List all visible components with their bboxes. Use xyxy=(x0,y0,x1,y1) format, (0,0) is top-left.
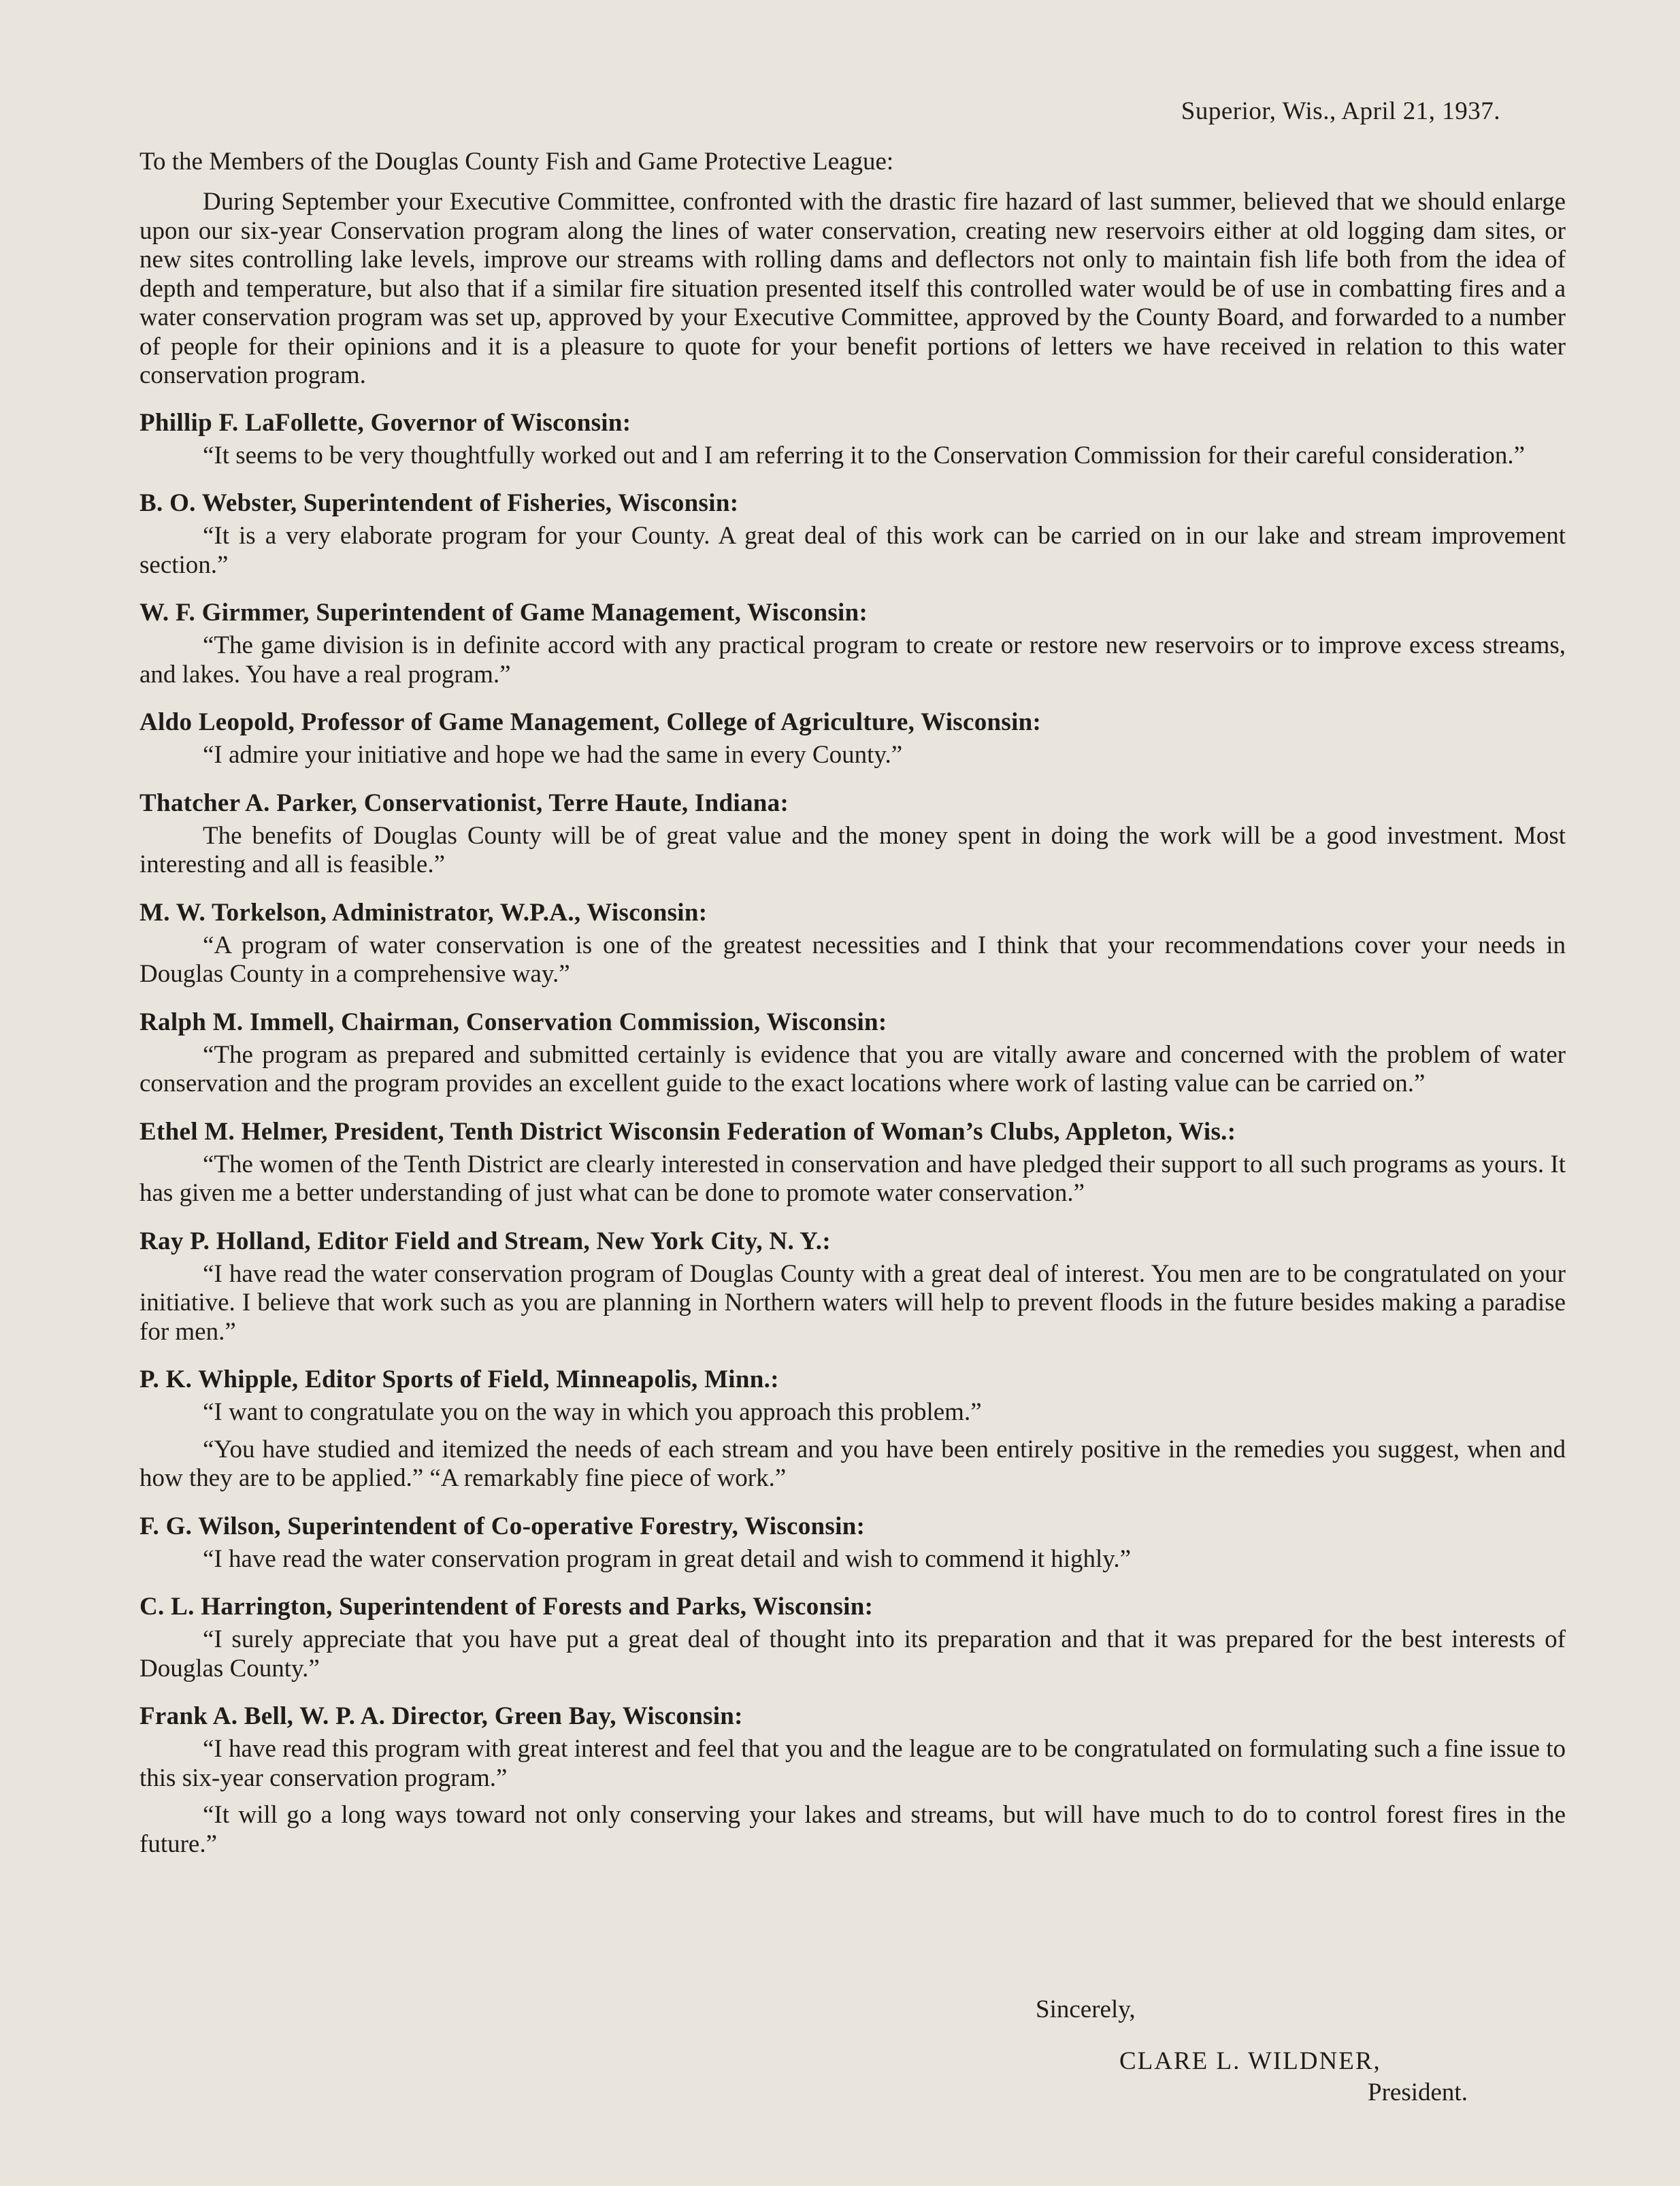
endorsement-author: C. L. Harrington, Superintendent of Forests and Parks, Wisconsin: xyxy=(139,1593,874,1621)
endorsement-entry xyxy=(139,706,1566,770)
endorsement-quote: “I have read the water conservation program in great detail and wish to commend it highly.” xyxy=(203,1544,1132,1573)
endorsement-quote: “I surely appreciate that you have put a great deal of thought into its preparation and that it was prepared for the best interests of Douglas County.” xyxy=(139,1625,1566,1683)
endorsement-author: Phillip F. LaFollette, Governor of Wisconsin: xyxy=(139,408,631,437)
endorsement-quote: “I admire your initiative and hope we had the same in every County.” xyxy=(203,741,903,769)
closing: Sincerely, xyxy=(1036,1995,1136,2023)
endorsement-entry xyxy=(139,407,1566,471)
endorsement-quote: “It seems to be very thoughtfully worked out and I am referring it to the Conservation Commission for their careful consideration.” xyxy=(203,441,1526,469)
signer-name: CLARE L. WILDNER, xyxy=(1119,2047,1381,2075)
endorsement-entry xyxy=(139,1510,1566,1574)
endorsement-entry xyxy=(139,1591,1566,1683)
endorsement-author: W. F. Girmmer, Superintendent of Game Management, Wisconsin: xyxy=(139,599,868,627)
endorsement-author: Ethel M. Helmer, President, Tenth District Wisconsin Federation of Woman’s Clubs, Appleton, Wis.: xyxy=(139,1117,1236,1146)
signature-block xyxy=(0,1983,1680,2159)
endorsement-entry xyxy=(139,487,1566,580)
endorsement-quote: The benefits of Douglas County will be of great value and the money spent in doing the work will be a good investment. Most interesting and all is feasible.” xyxy=(139,821,1566,878)
endorsement-entry xyxy=(139,897,1566,989)
endorsement-author: Ray P. Holland, Editor Field and Stream, New York City, N. Y.: xyxy=(139,1227,831,1255)
endorsement-author: P. K. Whipple, Editor Sports of Field, Minneapolis, Minn.: xyxy=(139,1365,779,1393)
endorsement-quote: “The game division is in definite accord with any practical program to create or restore new reservoirs or to improve excess streams, and lakes. You have a real program.” xyxy=(139,631,1566,689)
endorsement-entry xyxy=(139,1116,1566,1208)
endorsement-entry xyxy=(139,597,1566,689)
endorsement-author: Thatcher A. Parker, Conservationist, Terre Haute, Indiana: xyxy=(139,789,789,817)
endorsement-entry xyxy=(139,1006,1566,1099)
endorsement-entry xyxy=(139,1225,1566,1347)
dateline: Superior, Wis., April 21, 1937. xyxy=(1181,97,1500,125)
endorsement-author: B. O. Webster, Superintendent of Fisheries, Wisconsin: xyxy=(139,489,739,517)
endorsement-author: M. W. Torkelson, Administrator, W.P.A., Wisconsin: xyxy=(139,898,708,927)
endorsement-author: Frank A. Bell, W. P. A. Director, Green Bay, Wisconsin: xyxy=(139,1702,743,1730)
endorsement-quote: “The women of the Tenth District are clearly interested in conservation and have pledged their support to all such programs as yours. It has given me a better understanding of just what can be done to promote water conservation.” xyxy=(139,1150,1566,1207)
endorsement-quote: “You have studied and itemized the needs of each stream and you have been entirely positive in the remedies you suggest, when and how they are to be applied.” “A remarkably fine piece of work.” xyxy=(139,1435,1566,1492)
endorsement-author: Aldo Leopold, Professor of Game Management, College of Agriculture, Wisconsin: xyxy=(139,708,1042,736)
intro-paragraph: During September your Executive Committee, confronted with the drastic fire hazard of last summer, believed that we should enlarge upon our six-year Conservation program along the lines of water conservation, creating new reservoirs either at old logging dam sites, or new sites controlling lake levels, improve our streams with rolling dams and deflectors not only to maintain fish life both from the idea of depth and temperature, but also that if a similar fire situation presented itself this controlled water would be of use in combatting fires and a water conservation program was set up, approved by your Executive Committee, approved by the County Board, and forwarded to a number of people for their opinions and it is a pleasure to quote for your benefit portions of letters we have received in relation to this water conservation program. xyxy=(139,188,1566,389)
endorsement-entry xyxy=(139,1700,1566,1859)
endorsement-author: F. G. Wilson, Superintendent of Co-operative Forestry, Wisconsin: xyxy=(139,1512,866,1540)
endorsement-quote: “A program of water conservation is one of the greatest necessities and I think that your recommendations cover your needs in Douglas County in a comprehensive way.” xyxy=(139,931,1566,988)
endorsement-quote: “It is a very elaborate program for your County. A great deal of this work can be carried on in our lake and stream improvement section.” xyxy=(139,522,1566,579)
letter-body xyxy=(139,146,1566,1876)
signer-title: President. xyxy=(1368,2079,1468,2106)
endorsement-entry xyxy=(139,787,1566,880)
endorsement-quote: “I want to congratulate you on the way in which you approach this problem.” xyxy=(203,1398,982,1426)
endorsement-author: Ralph M. Immell, Chairman, Conservation Commission, Wisconsin: xyxy=(139,1008,887,1036)
salutation: To the Members of the Douglas County Fish and Game Protective League: xyxy=(139,148,894,176)
endorsement-quote: “It will go a long ways toward not only conserving your lakes and streams, but will have much to do to control forest fires in the future.” xyxy=(139,1801,1566,1858)
endorsement-quote: “I have read this program with great interest and feel that you and the league are to be congratulated on formulating such a fine issue to this six-year conservation program.” xyxy=(139,1735,1566,1792)
endorsement-quote: “The program as prepared and submitted certainly is evidence that you are vitally aware and concerned with the problem of water conservation and the program provides an excellent guide to the exact locations where work of lasting value can be carried on.” xyxy=(139,1040,1566,1097)
endorsement-entry xyxy=(139,1363,1566,1493)
endorsement-quote: “I have read the water conservation program of Douglas County with a great deal of interest. You men are to be congratulated on your initiative. I believe that work such as you are planning in Northern waters will help to prevent floods in the future besides making a paradise for men.” xyxy=(139,1259,1566,1346)
